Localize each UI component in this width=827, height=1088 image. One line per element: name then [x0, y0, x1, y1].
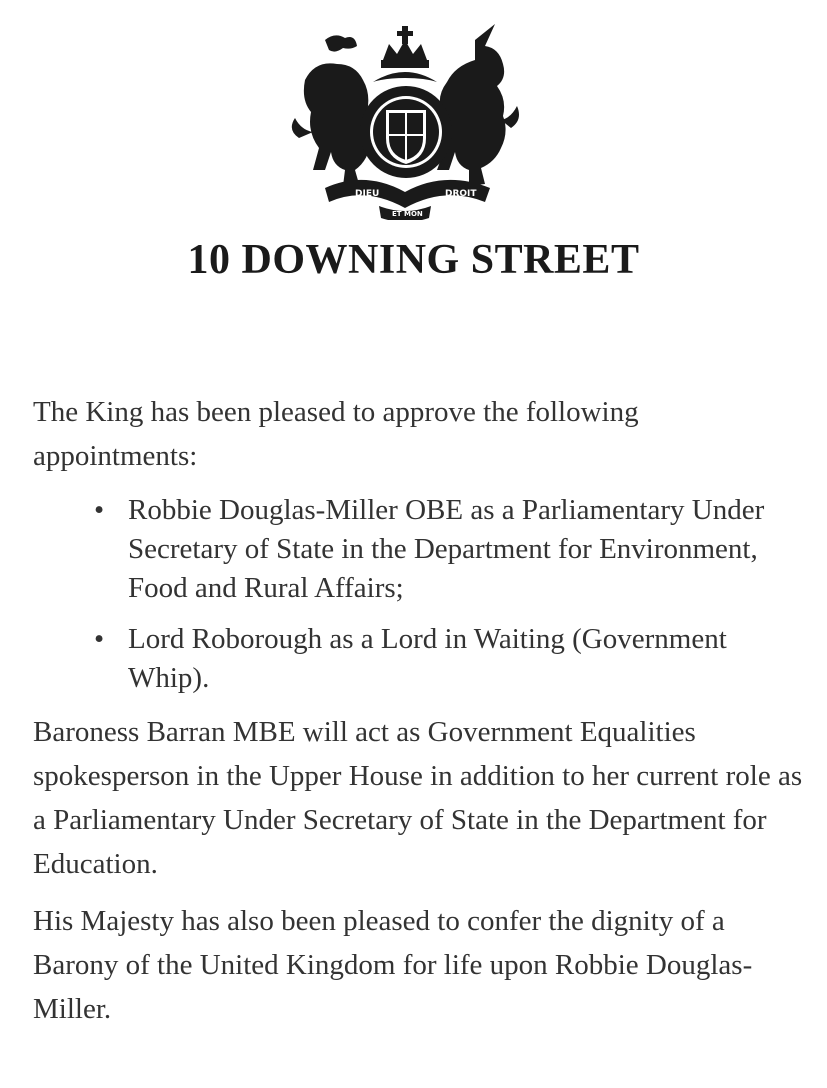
intro-paragraph: The King has been pleased to approve the following appointments:: [33, 396, 639, 472]
announcement-body: [33, 390, 803, 1044]
barony-paragraph: His Majesty has also been pleased to confer the dignity of a Barony of the United Kingdom for life upon Robbie Douglas-Miller.: [33, 905, 753, 1025]
crest-motto-right: DROIT: [445, 189, 477, 199]
equalities-paragraph: Baroness Barran MBE will act as Government Equalities spokesperson in the Upper House in addition to her current role as a Parliamentary Under Secretary of State in the Department for Education.: [33, 716, 803, 880]
list-item: [94, 620, 803, 698]
bullet-icon: •: [94, 494, 105, 526]
letterhead-title: 10 DOWNING STREET: [187, 237, 640, 283]
royal-coat-of-arms-icon: [285, 20, 530, 220]
list-item: [94, 491, 803, 608]
appointments-list: [33, 491, 803, 698]
appointment-text: Robbie Douglas-Miller OBE as a Parliamentary Under Secretary of State in the Department for Environment, Food and Rural Affairs;: [128, 494, 765, 604]
appointment-text: Lord Roborough as a Lord in Waiting (Government Whip).: [128, 623, 727, 694]
crest-motto-center: ET MON: [392, 210, 423, 218]
crest-motto-left: DIEU: [355, 189, 380, 199]
bullet-icon: •: [94, 623, 105, 655]
